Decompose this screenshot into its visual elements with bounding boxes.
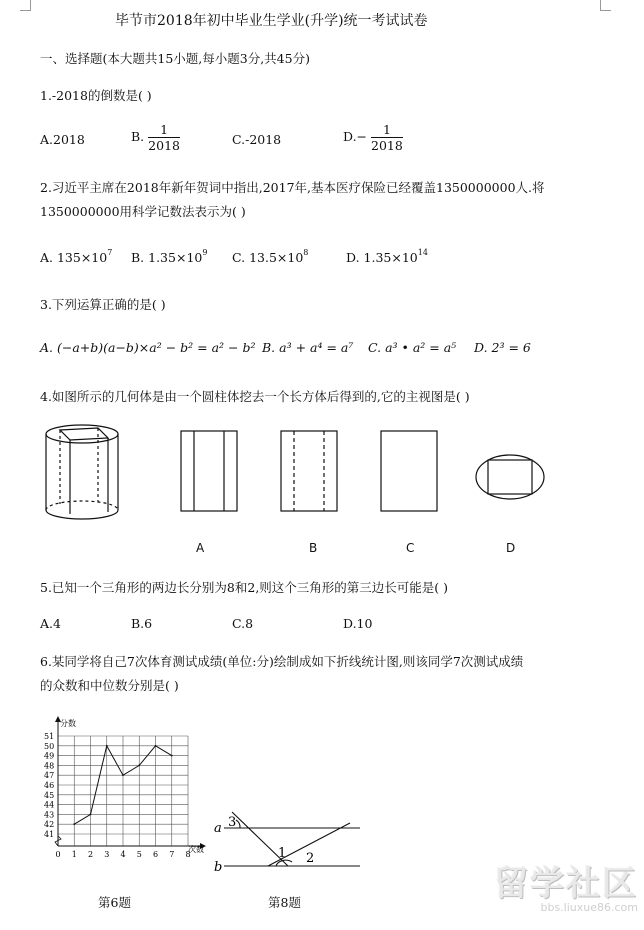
q2-option-c-base: C. 13.5×10 — [232, 250, 304, 265]
q6-stem-line1: 6.某同学将自己7次体育测试成绩(单位:分)绘制成如下折线统计图,则该同学7次测试成绩 — [40, 654, 524, 669]
watermark-url: bbs.liuxue86.com — [540, 901, 638, 914]
q1-option-d-prefix: D.− — [343, 129, 368, 144]
q4-option-d-figure — [474, 452, 546, 502]
fraction-denominator: 2018 — [148, 138, 180, 153]
q5-option-a: A.4 — [40, 616, 61, 631]
q1-stem: 1.-2018的倒数是( ) — [40, 88, 152, 103]
q2-option-c-exponent: 8 — [303, 248, 309, 257]
exam-title: 毕节市2018年初中毕业生学业(升学)统一考试试卷 — [115, 13, 428, 29]
figure-6-caption: 第6题 — [98, 895, 131, 910]
chart-data-point — [90, 814, 92, 816]
chart-y-tick-label: 43 — [44, 810, 55, 820]
q2-stem-line1: 2.习近平主席在2018年新年贺词中指出,2017年,基本医疗保险已经覆盖1350000000人.将 — [40, 180, 545, 195]
q2-stem-line2: 1350000000用科学记数法表示为( ) — [40, 204, 246, 219]
chart-x-axis-label: 次数 — [188, 845, 204, 854]
watermark-logo-text: 留学社区 — [494, 864, 638, 904]
line-chart — [36, 714, 216, 874]
chart-data-point — [122, 774, 124, 776]
chart-x-tick-label: 1 — [71, 850, 77, 859]
chart-x-tick-label: 0 — [55, 850, 61, 859]
corner-mark-top-right — [600, 0, 611, 11]
chart-x-tick-label: 6 — [153, 850, 159, 859]
section-heading: 一、选择题(本大题共15小题,每小题3分,共45分) — [40, 51, 310, 66]
corner-mark-top-left — [20, 0, 31, 11]
q1-option-d-fraction — [371, 122, 403, 153]
chart-x-tick-label: 8 — [185, 850, 191, 859]
q4-label-b: B — [309, 541, 318, 555]
q4-stem: 4.如图所示的几何体是由一个圆柱体挖去一个长方体后得到的,它的主视图是( ) — [40, 389, 470, 404]
chart-x-tick-label: 7 — [169, 850, 175, 859]
chart-y-tick-label: 47 — [44, 771, 55, 781]
chart-y-tick-label: 51 — [44, 732, 55, 741]
chart-y-tick-label: 42 — [44, 820, 55, 830]
angle-2-label: 2 — [306, 851, 315, 866]
q2-option-a-base: A. 135×10 — [40, 250, 108, 265]
fraction-numerator: 1 — [148, 122, 180, 138]
q3-option-b: B. a³ + a⁴ = a⁷ — [262, 340, 354, 355]
q5-option-d: D.10 — [343, 616, 373, 631]
q1-option-b-prefix: B. — [131, 129, 145, 144]
q4-label-a: A — [196, 541, 205, 555]
chart-data-point — [155, 745, 157, 747]
chart-data-point — [138, 765, 140, 767]
q2-option-a — [40, 250, 112, 265]
chart-data-point — [73, 823, 75, 825]
chart-x-tick-label: 5 — [136, 850, 142, 859]
q2-option-c — [232, 250, 308, 265]
angle-1-label: 1 — [278, 846, 287, 861]
figure-8-caption: 第8题 — [268, 895, 301, 910]
chart-x-tick-label: 4 — [120, 850, 126, 859]
watermark — [494, 856, 638, 914]
q4-label-c: C — [406, 541, 415, 555]
q2-option-b — [131, 250, 207, 265]
chart-y-tick-label: 44 — [44, 800, 55, 810]
q2-option-b-base: B. 1.35×10 — [131, 250, 203, 265]
q3-option-d: D. 2³ = 6 — [474, 340, 531, 355]
q2-option-d — [346, 250, 428, 265]
angle-3-label: 3 — [228, 815, 237, 830]
q3-stem: 3.下列运算正确的是( ) — [40, 297, 166, 312]
q2-option-b-exponent: 9 — [202, 248, 208, 257]
chart-y-tick-label: 49 — [44, 751, 55, 761]
q1-option-d — [343, 122, 403, 153]
chart-y-tick-label: 50 — [44, 741, 55, 751]
q4-label-d: D — [506, 541, 516, 555]
fraction-numerator: 1 — [371, 122, 403, 138]
chart-x-tick-label: 3 — [104, 850, 110, 859]
q4-option-c-figure — [380, 430, 440, 514]
chart-y-tick-label: 46 — [44, 781, 55, 790]
angle-figure — [210, 804, 370, 876]
chart-y-tick-label: 48 — [44, 761, 55, 771]
chart-data-point — [106, 745, 108, 747]
chart-y-axis-label: 分数 — [60, 719, 76, 728]
chart-y-tick-label: 41 — [44, 830, 55, 839]
q3-option-c: C. a³ • a² = a⁵ — [368, 340, 457, 355]
q1-option-c: C.-2018 — [232, 132, 282, 147]
q5-option-b: B.6 — [131, 616, 153, 631]
q3-option-a: A. (−a+b)(a−b)×a² − b² = a² − b² — [40, 340, 256, 355]
chart-x-tick-label: 2 — [88, 850, 94, 859]
angle-3-arc — [236, 820, 240, 828]
line-a-label: a — [214, 821, 222, 836]
chart-data-point — [171, 755, 173, 757]
fraction-denominator: 2018 — [371, 138, 403, 153]
q2-option-d-exponent: 14 — [417, 248, 428, 257]
line-b-label: b — [214, 860, 223, 875]
q5-stem: 5.已知一个三角形的两边长分别为8和2,则这个三角形的第三边长可能是( ) — [40, 580, 449, 595]
q1-option-b — [131, 122, 180, 153]
q4-option-a-figure — [180, 430, 240, 514]
q2-option-d-base: D. 1.35×10 — [346, 250, 418, 265]
q6-stem-line2: 的众数和中位数分别是( ) — [40, 678, 179, 693]
q2-option-a-exponent: 7 — [107, 248, 113, 257]
q1-option-a: A.2018 — [40, 132, 85, 147]
q4-option-b-figure — [280, 430, 340, 514]
q4-solid-cylinder-figure — [38, 418, 128, 528]
q1-option-b-fraction — [148, 122, 180, 153]
q5-option-c: C.8 — [232, 616, 254, 631]
chart-y-tick-label: 45 — [44, 790, 55, 800]
